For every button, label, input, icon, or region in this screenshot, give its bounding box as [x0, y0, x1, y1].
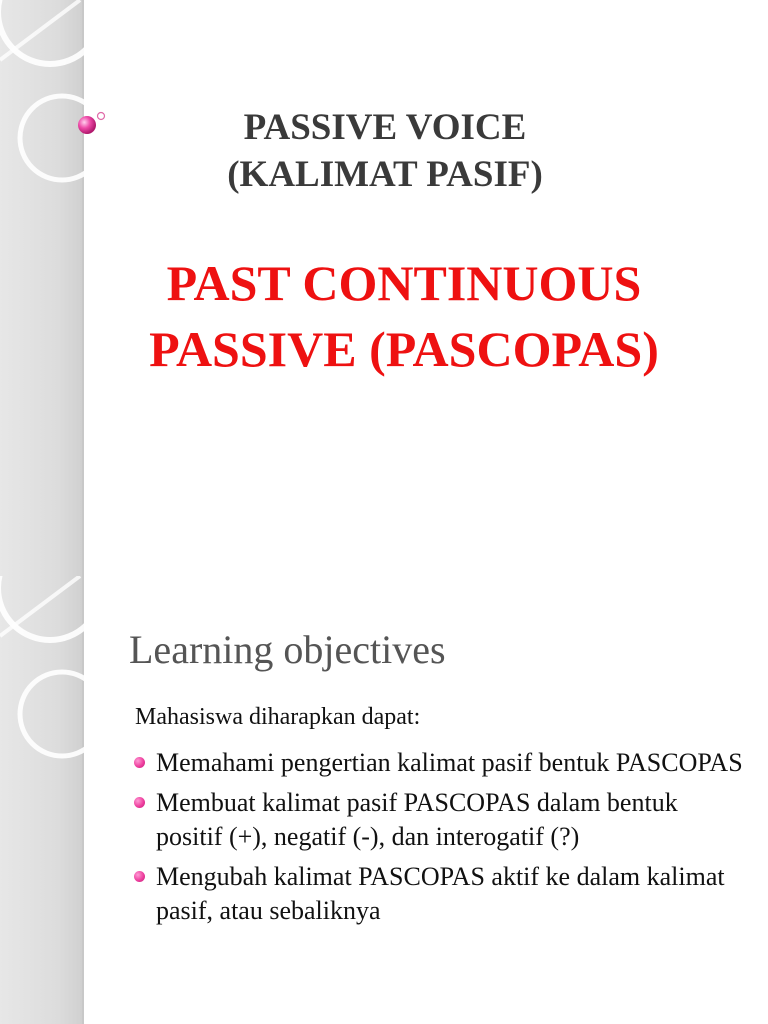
slide-subtitle	[84, 250, 724, 382]
pink-bead-icon	[74, 108, 110, 138]
list-item-text: Mengubah kalimat PASCOPAS aktif ke dalam kalimat pasif, atau sebaliknya	[156, 862, 725, 925]
objectives-heading: Learning objectives	[129, 627, 446, 672]
objectives-intro: Mahasiswa diharapkan dapat:	[135, 704, 421, 730]
list-item	[133, 860, 743, 928]
bullet-dot-icon	[134, 871, 145, 882]
list-item	[133, 746, 743, 780]
objectives-list	[133, 746, 743, 934]
subtitle-line-2: PASSIVE (PASCOPAS)	[149, 321, 659, 377]
bullet-dot-icon	[134, 757, 145, 768]
slide-objectives	[0, 576, 768, 1024]
subtitle-line-1: PAST CONTINUOUS	[166, 255, 642, 311]
bullet-dot-icon	[134, 797, 145, 808]
title-line-2: (KALIMAT PASIF)	[227, 154, 543, 195]
list-item	[133, 786, 743, 854]
list-item-text: Memahami pengertian kalimat pasif bentuk PASCOPAS	[156, 748, 743, 777]
list-item-text: Membuat kalimat pasif PASCOPAS dalam bentuk positif (+), negatif (-), dan interogatif (?)	[156, 788, 678, 851]
slide-title-heading	[170, 104, 600, 198]
title-line-1: PASSIVE VOICE	[243, 107, 527, 148]
